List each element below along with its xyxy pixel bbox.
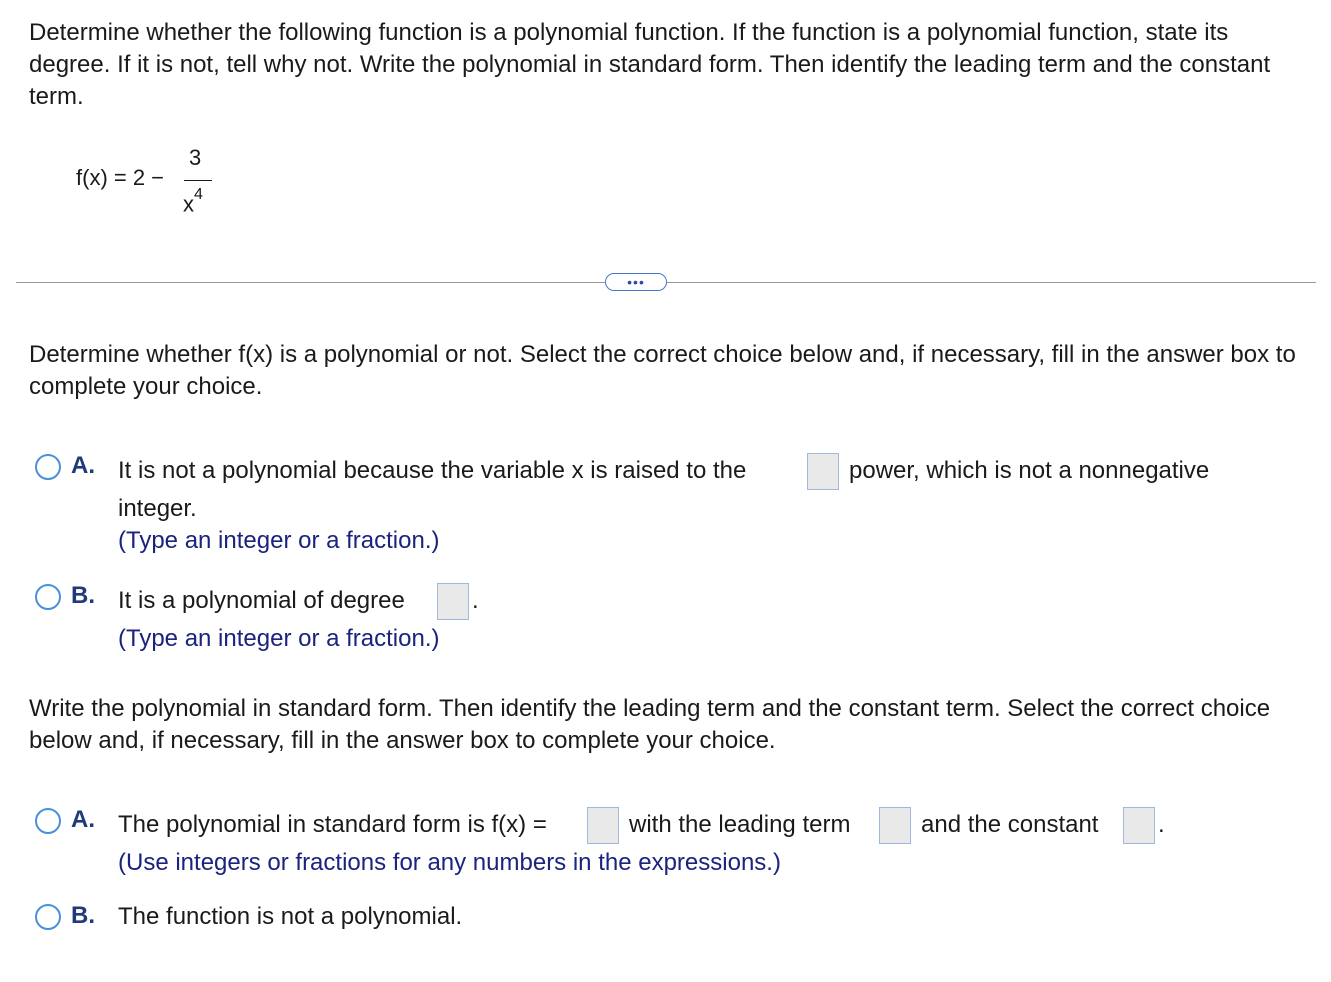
denominator-exponent: 4 <box>194 186 203 203</box>
part1-choice-a-answer-box[interactable] <box>807 453 839 490</box>
part1-question: Determine whether f(x) is a polynomial or not. Select the correct choice below and, if necessary, fill in the answer box to complete your choice. <box>29 341 1296 400</box>
part1-choice-a-letter: A. <box>71 452 95 479</box>
part2-choice-b-letter: B. <box>71 902 95 929</box>
part2-question: Write the polynomial in standard form. Then identify the leading term and the constant term. Select the correct choice below and, if necessary, fill in the answer box to complete your choice. <box>29 695 1271 754</box>
part2-choice-a-text3: and the constant <box>921 811 1099 838</box>
part1-choice-b-radio[interactable] <box>35 584 61 610</box>
constant-term-answer-box[interactable] <box>1123 807 1155 844</box>
denominator-base: x <box>183 191 194 217</box>
part1-choice-b-hint: (Type an integer or a fraction.) <box>118 625 440 652</box>
part2-choice-a-text2: with the leading term <box>629 811 851 838</box>
problem-prompt: Determine whether the following function is a polynomial function. If the function is a polynomial function, state its degree. If it is not, tell why not. Write the polynomial in standard form. Then identify the leading term and the constant term. <box>29 19 1271 110</box>
leading-term-answer-box[interactable] <box>879 807 911 844</box>
formula-lhs: f(x) = 2 − <box>76 165 165 190</box>
part1-choice-a-hint: (Type an integer or a fraction.) <box>118 527 440 554</box>
function-formula <box>76 140 276 230</box>
part2-choice-a-letter: A. <box>71 806 95 833</box>
part1-choice-a-text-after: power, which is not a nonnegative <box>849 457 1210 484</box>
standard-form-answer-box[interactable] <box>587 807 619 844</box>
part2-choice-a-period: . <box>1158 811 1165 838</box>
part1-choice-a-radio[interactable] <box>35 454 61 480</box>
formula-numerator: 3 <box>189 145 202 170</box>
part1-choice-a-text-before: It is not a polynomial because the variable x is raised to the <box>118 457 747 484</box>
part2-choice-a-text1: The polynomial in standard form is f(x) = <box>118 811 547 838</box>
part2-choice-b-radio[interactable] <box>35 904 61 930</box>
part1-choice-b-period: . <box>472 587 479 614</box>
formula-denominator <box>183 186 203 217</box>
part2-choice-a-hint: (Use integers or fractions for any numbers in the expressions.) <box>118 849 781 876</box>
part2-choice-a-radio[interactable] <box>35 808 61 834</box>
fraction-bar <box>184 180 212 181</box>
part1-choice-a-text-wrap: integer. <box>118 495 197 522</box>
part1-choice-b-answer-box[interactable] <box>437 583 469 620</box>
more-options-button[interactable]: ••• <box>605 273 667 291</box>
part1-choice-b-text-before: It is a polynomial of degree <box>118 587 405 614</box>
part2-choice-b-text: The function is not a polynomial. <box>118 903 463 930</box>
part1-choice-b-letter: B. <box>71 582 95 609</box>
